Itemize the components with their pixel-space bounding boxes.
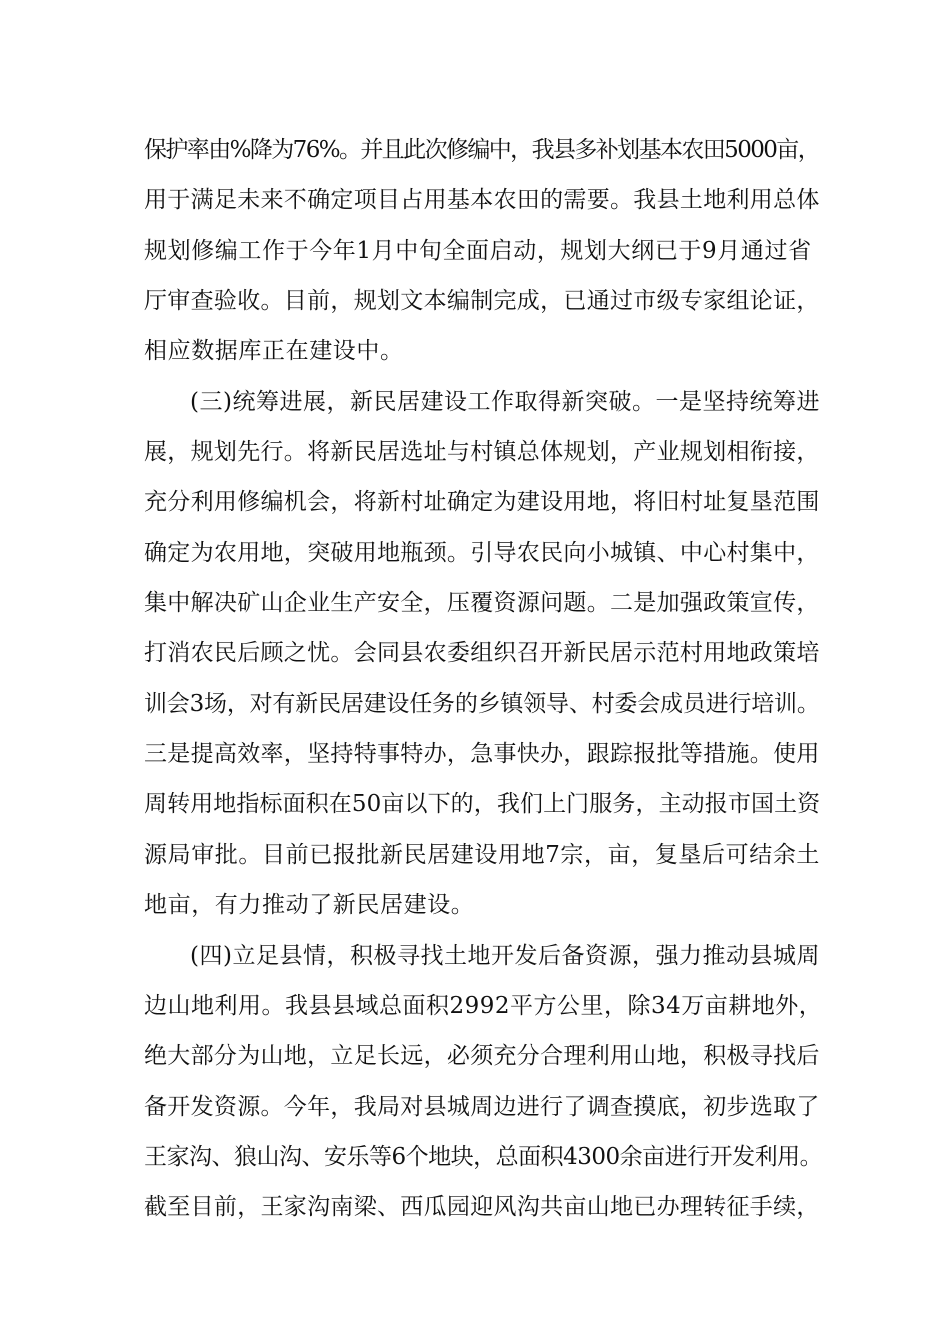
section-heading-four: (四)立足县情，积极寻找土地开发后备资源，强力推动县城周 bbox=[190, 943, 820, 969]
text-line: 确定为农用地，突破用地瓶颈。引导农民向小城镇、中心村集中， bbox=[144, 540, 820, 566]
text-line: 备开发资源。今年，我局对县城周边进行了调查摸底，初步选取了 bbox=[144, 1094, 820, 1120]
text-line: 三是提高效率，坚持特事特办，急事快办，跟踪报批等措施。使用 bbox=[144, 741, 820, 767]
text-line: 厅审查验收。目前，规划文本编制完成，已通过市级专家组论证， bbox=[144, 288, 820, 314]
text-line: 王家沟、狼山沟、安乐等6个地块，总面积4300余亩进行开发利用。 bbox=[144, 1144, 823, 1170]
section-heading-three: (三)统筹进展，新民居建设工作取得新突破。一是坚持统筹进 bbox=[190, 389, 820, 415]
text-line: 绝大部分为山地，立足长远，必须充分合理利用山地，积极寻找后 bbox=[144, 1043, 820, 1069]
text-line: 边山地利用。我县县域总面积2992平方公里，除34万亩耕地外， bbox=[144, 993, 823, 1019]
text-line: 保护率由%降为76%。并且此次修编中，我县多补划基本农田5000亩， bbox=[144, 137, 820, 163]
text-line: 地亩，有力推动了新民居建设。 bbox=[144, 892, 475, 918]
text-line: 规划修编工作于今年1月中旬全面启动，规划大纲已于9月通过省 bbox=[144, 238, 812, 264]
text-line: 展，规划先行。将新民居选址与村镇总体规划，产业规划相衔接， bbox=[144, 439, 820, 465]
text-line: 相应数据库正在建设中。 bbox=[144, 338, 404, 364]
text-line: 用于满足未来不确定项目占用基本农田的需要。我县土地利用总体 bbox=[144, 187, 820, 213]
text-line: 训会3场，对有新民居建设任务的乡镇领导、村委会成员进行培训。 bbox=[144, 691, 820, 717]
text-line: 周转用地指标面积在50亩以下的，我们上门服务，主动报市国土资 bbox=[144, 791, 821, 817]
text-line: 源局审批。目前已报批新民居建设用地7宗，亩，复垦后可结余土 bbox=[144, 842, 821, 868]
text-line: 截至目前，王家沟南梁、西瓜园迎风沟共亩山地已办理转征手续， bbox=[144, 1194, 820, 1220]
text-line: 充分利用修编机会，将新村址确定为建设用地，将旧村址复垦范围 bbox=[144, 489, 820, 515]
text-line: 集中解决矿山企业生产安全，压覆资源问题。二是加强政策宣传， bbox=[144, 590, 820, 616]
text-line: 打消农民后顾之忧。会同县农委组织召开新民居示范村用地政策培 bbox=[144, 640, 820, 666]
